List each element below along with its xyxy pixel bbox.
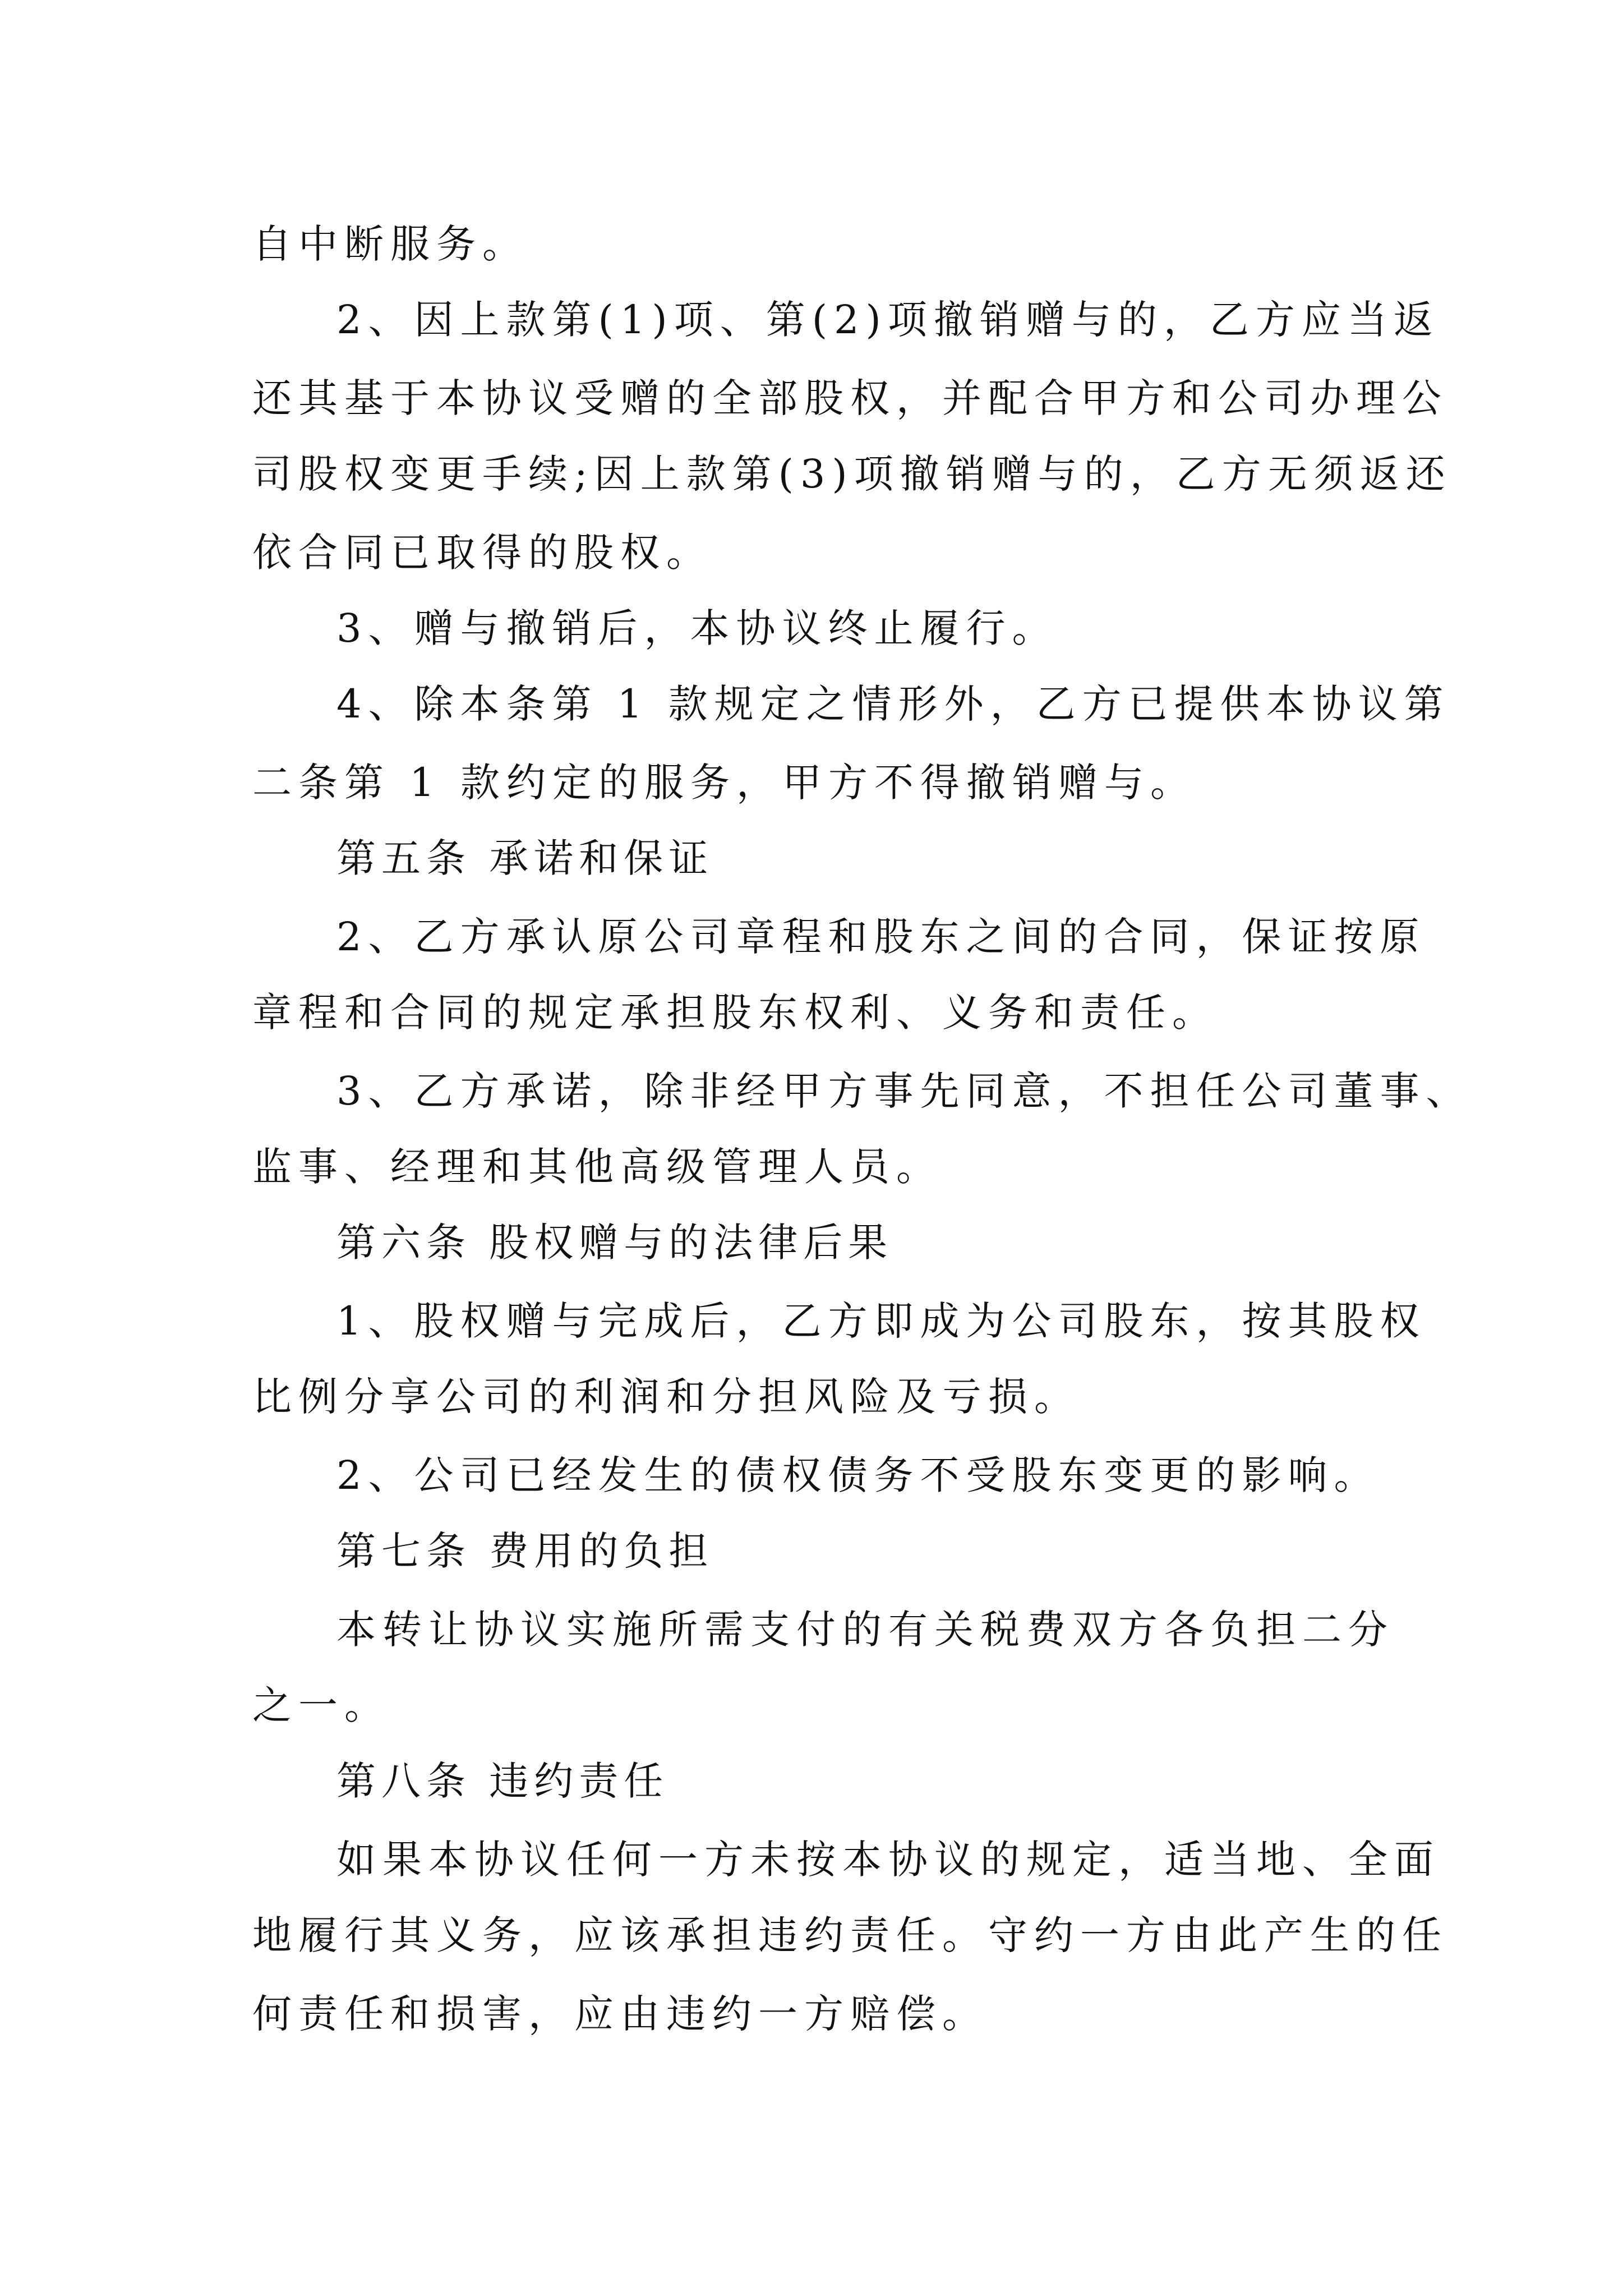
section-heading: 第五条 承诺和保证: [336, 835, 714, 881]
text-line: 何责任和损害，应由违约一方赔偿。: [252, 1991, 988, 2037]
text-line: 地履行其义务，应该承担违约责任。守约一方由此产生的任: [252, 1912, 1448, 1958]
text-line: 本转让协议实施所需支付的有关税费双方各负担二分: [336, 1607, 1394, 1653]
section-heading: 第七条 费用的负担: [336, 1528, 714, 1574]
section-heading: 第八条 违约责任: [336, 1758, 669, 1804]
text-line: 如果本协议任何一方未按本协议的规定，适当地、全面: [336, 1837, 1440, 1883]
text-line: 监事、经理和其他高级管理人员。: [252, 1144, 942, 1190]
text-line: 4、除本条第 1 款规定之情形外，乙方已提供本协议第: [336, 681, 1450, 727]
section-heading: 第六条 股权赠与的法律后果: [336, 1220, 893, 1266]
text-line: 1、股权赠与完成后，乙方即成为公司股东，按其股权: [336, 1298, 1426, 1344]
text-line: 3、赠与撤销后，本协议终止履行。: [336, 605, 1058, 651]
text-line: 章程和合同的规定承担股东权利、义务和责任。: [252, 990, 1218, 1036]
text-line: 2、因上款第(1)项、第(2)项撤销赠与的，乙方应当返: [336, 297, 1440, 343]
text-line: 二条第 1 款约定的服务，甲方不得撤销赠与。: [252, 760, 1197, 806]
text-line: 比例分享公司的利润和分担风险及亏损。: [252, 1374, 1080, 1420]
text-line: 司股权变更手续;因上款第(3)项撤销赠与的，乙方无须返还: [252, 451, 1452, 497]
text-line: 2、乙方承认原公司章程和股东之间的合同，保证按原: [336, 914, 1426, 960]
text-line: 3、乙方承诺，除非经甲方事先同意，不担任公司董事、: [336, 1068, 1472, 1114]
text-line: 自中断服务。: [252, 221, 528, 267]
text-line: 之一。: [252, 1682, 390, 1728]
text-line: 还其基于本协议受赠的全部股权，并配合甲方和公司办理公: [252, 375, 1448, 421]
text-line: 2、公司已经发生的债权债务不受股东变更的影响。: [336, 1452, 1380, 1498]
text-line: 依合同已取得的股权。: [252, 530, 712, 576]
